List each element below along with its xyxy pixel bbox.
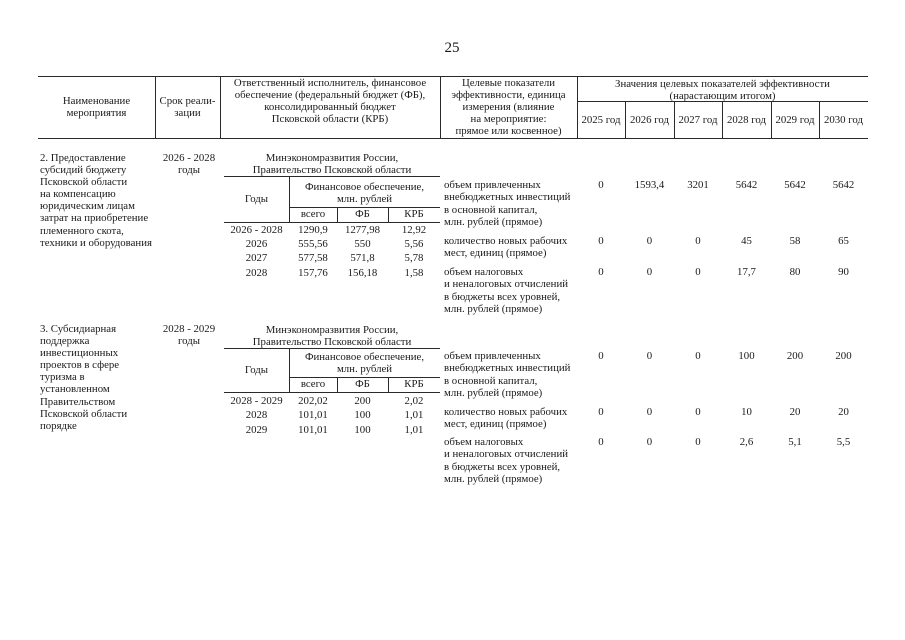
header-year-2025: 2025 год	[581, 114, 621, 126]
indicator-value-2026: 0	[646, 350, 653, 362]
header-responsible: Ответственный исполнитель, финансовое обеспечение (федеральный бюджет (ФБ), консолидированный бюджет Псковской области (КРБ)	[233, 77, 427, 126]
finance-row-fb: 100	[354, 409, 371, 421]
finance-col-total: всего	[300, 208, 326, 220]
indicator-value-2026: 0	[646, 406, 653, 418]
header-bottom-rule	[38, 138, 868, 139]
indicator-value-2028: 10	[741, 406, 752, 418]
finance-row-fb: 200	[354, 395, 371, 407]
finance-col-krb: КРБ	[404, 208, 424, 220]
finance-row-years: 2028	[245, 409, 268, 421]
indicator-label: объем налоговых и неналоговых отчислений в бюджеты всех уровней, млн. рублей (прямое)	[444, 436, 568, 485]
finance-row-krb: 12,92	[401, 224, 427, 236]
finance-row-years: 2026 - 2028	[230, 224, 283, 236]
finance-row-krb: 5,56	[404, 238, 424, 250]
indicator-value-2028: 2,6	[739, 436, 754, 448]
header-indicators: Целевые показатели эффективности, единица измерения (влияние на мероприятие: прямое или косвенное)	[451, 77, 566, 138]
indicator-value-2027: 0	[695, 406, 701, 418]
finance-row-years: 2026	[245, 238, 268, 250]
indicator-value-2029: 20	[789, 406, 801, 418]
indicator-value-2025: 0	[598, 436, 604, 448]
indicator-label: объем налоговых и неналоговых отчислений в бюджеты всех уровней, млн. рублей (прямое)	[444, 266, 568, 315]
finance-row-krb: 1,01	[404, 409, 424, 421]
finance-col-total: всего	[300, 378, 326, 390]
finance-row-years: 2029	[245, 424, 268, 436]
finance-row-total: 202,02	[298, 395, 328, 407]
indicator-value-2030: 65	[838, 235, 849, 247]
finance-row-fb: 550	[354, 238, 371, 250]
header-year-2028: 2028 год	[726, 114, 767, 126]
indicator-value-2030: 20	[838, 406, 849, 418]
indicator-value-2025: 0	[598, 179, 604, 191]
indicator-label: количество новых рабочих мест, единиц (прямое)	[444, 406, 568, 431]
indicator-value-2028: 17,7	[737, 266, 756, 278]
indicator-label: объем привлеченных внебюджетных инвестиций в основной капитал, млн. рублей (прямое)	[444, 350, 571, 399]
header-period: Срок реали- зации	[159, 95, 216, 120]
indicator-value-2027: 0	[695, 266, 701, 278]
indicator-value-2030: 90	[838, 266, 849, 278]
page-number: 25	[444, 40, 460, 56]
indicator-value-2025: 0	[598, 235, 604, 247]
finance-row-krb: 1,01	[404, 424, 424, 436]
finance-row-years: 2028	[245, 267, 268, 279]
finance-years-label: Годы	[244, 364, 269, 376]
indicator-value-2029: 80	[789, 266, 801, 278]
indicator-value-2028: 100	[738, 350, 755, 362]
indicator-value-2028: 45	[741, 235, 752, 247]
finance-row-years: 2027	[245, 252, 268, 264]
finance-row-krb: 2,02	[404, 395, 424, 407]
event-period: 2028 - 2029 годы	[162, 323, 216, 348]
finance-funding-label: Финансовое обеспечение, млн. рублей	[304, 351, 425, 376]
finance-row-total: 577,58	[298, 252, 328, 264]
header-event-name: Наименование мероприятия	[62, 95, 131, 120]
finance-table-rule	[224, 222, 440, 223]
indicator-value-2026: 1593,4	[634, 179, 665, 191]
event-name: 3. Субсидиарная поддержка инвестиционных проектов в сфере туризма в установленном Правительством Псковской области порядке	[40, 323, 128, 432]
event-name: 2. Предоставление субсидий бюджету Псковской области на компенсацию юридическим лицам затрат на приобретение племенного скота, техники и оборудования	[40, 152, 152, 249]
finance-table-rule	[224, 348, 440, 349]
indicator-value-2025: 0	[598, 406, 604, 418]
finance-row-total: 157,76	[298, 267, 328, 279]
header-year-2026: 2026 год	[629, 114, 670, 126]
header-year-2027: 2027 год	[678, 114, 718, 126]
indicator-label: объем привлеченных внебюджетных инвестиций в основной капитал, млн. рублей (прямое)	[444, 179, 571, 228]
responsible-executor: Минэкономразвития России, Правительство Псковской области	[252, 324, 412, 349]
finance-table-rule	[224, 392, 440, 393]
finance-row-total: 101,01	[298, 424, 328, 436]
finance-row-years: 2028 - 2029	[230, 395, 283, 407]
indicator-value-2026: 0	[646, 235, 653, 247]
indicator-value-2027: 0	[695, 235, 701, 247]
finance-table-rule	[224, 176, 440, 177]
indicator-value-2029: 58	[789, 235, 801, 247]
header-values-group: Значения целевых показателей эффективности (нарастающим итогом)	[615, 78, 830, 103]
finance-row-fb: 156,18	[347, 267, 378, 279]
indicator-value-2027: 3201	[687, 179, 709, 191]
indicator-value-2029: 200	[786, 350, 804, 362]
finance-row-total: 1290,9	[298, 224, 328, 236]
indicator-value-2027: 0	[695, 436, 701, 448]
indicator-value-2025: 0	[598, 266, 604, 278]
finance-row-fb: 100	[354, 424, 371, 436]
indicator-value-2027: 0	[695, 350, 701, 362]
finance-row-krb: 5,78	[404, 252, 424, 264]
indicator-value-2025: 0	[598, 350, 604, 362]
indicator-value-2030: 5,5	[836, 436, 851, 448]
indicator-value-2026: 0	[646, 266, 653, 278]
responsible-executor: Минэкономразвития России, Правительство Псковской области	[252, 152, 412, 177]
indicator-value-2029: 5642	[784, 179, 806, 191]
header-year-2030: 2030 год	[823, 114, 864, 126]
finance-col-fb: ФБ	[355, 208, 370, 220]
finance-col-krb: КРБ	[404, 378, 424, 390]
finance-row-total: 555,56	[298, 238, 328, 250]
indicator-value-2029: 5,1	[788, 436, 802, 448]
finance-row-krb: 1,58	[404, 267, 424, 279]
header-year-2029: 2029 год	[775, 114, 815, 126]
finance-row-fb: 1277,98	[344, 224, 381, 236]
finance-funding-label: Финансовое обеспечение, млн. рублей	[304, 181, 425, 206]
finance-col-fb: ФБ	[355, 378, 370, 390]
indicator-value-2030: 200	[835, 350, 852, 362]
finance-row-total: 101,01	[298, 409, 328, 421]
finance-row-fb: 571,8	[350, 252, 375, 264]
event-period: 2026 - 2028 годы	[162, 152, 216, 177]
indicator-value-2030: 5642	[832, 179, 855, 191]
finance-years-label: Годы	[244, 193, 269, 205]
indicator-value-2026: 0	[646, 436, 653, 448]
indicator-value-2028: 5642	[735, 179, 758, 191]
indicator-label: количество новых рабочих мест, единиц (прямое)	[444, 235, 568, 260]
